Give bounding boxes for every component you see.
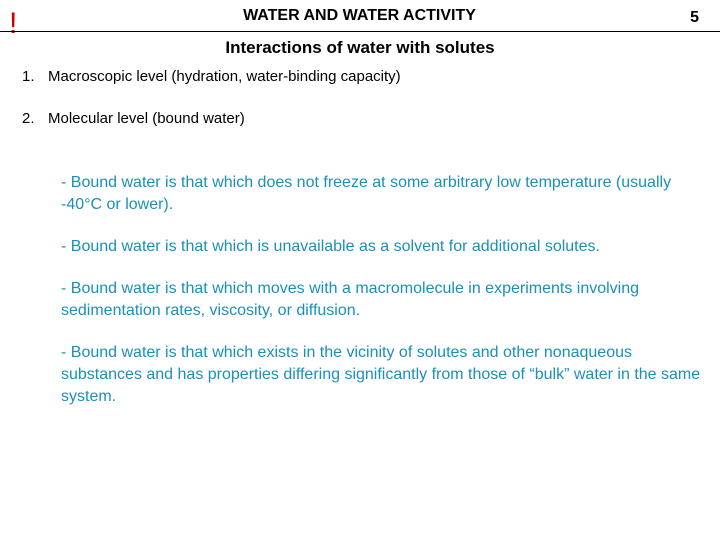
list-item-number: 1.: [22, 68, 35, 85]
exclamation-marker: !: [9, 7, 18, 40]
list-item-text: Macroscopic level (hydration, water-binding capacity): [48, 68, 401, 85]
slide-title: Interactions of water with solutes: [225, 38, 495, 57]
header-divider: [0, 31, 720, 32]
definition-paragraph: - Bound water is that which does not freeze at some arbitrary low temperature (usually -40°C or lower).: [61, 174, 672, 213]
list-item-text: Molecular level (bound water): [48, 110, 245, 127]
header-title: WATER AND WATER ACTIVITY: [243, 7, 476, 24]
list-item-number: 2.: [22, 110, 35, 127]
list-item: [22, 67, 401, 87]
page-number: 5: [690, 9, 699, 26]
definition-paragraph: - Bound water is that which moves with a macromolecule in experiments involving sedimentation rates, viscosity, or diffusion.: [61, 280, 640, 319]
definition-paragraph: - Bound water is that which is unavailable as a solvent for additional solutes.: [61, 238, 600, 255]
levels-list: [22, 67, 401, 151]
list-item: [22, 109, 401, 129]
definition-paragraph: - Bound water is that which exists in the vicinity of solutes and other nonaqueous substances and has properties differing significantly from those of “bulk” water in the same system.: [61, 344, 701, 405]
bound-water-definitions: [61, 172, 711, 428]
